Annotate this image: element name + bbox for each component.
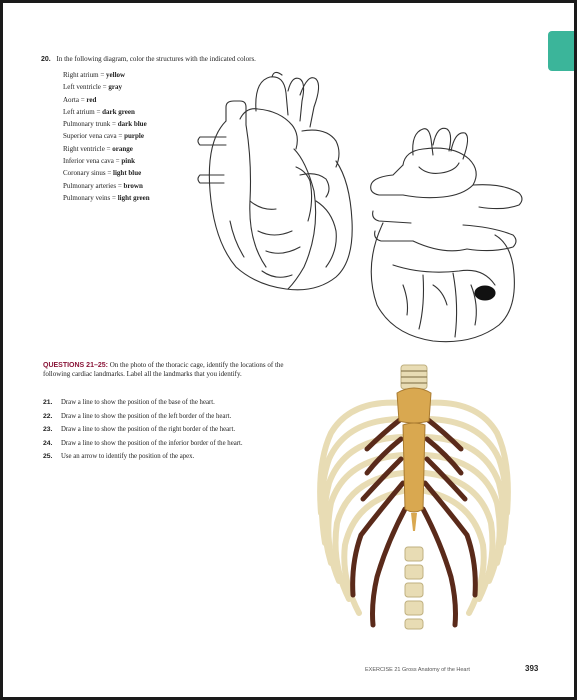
structure-name: Right atrium xyxy=(63,71,99,79)
question-text: Draw a line to show the position of the inferior border of the heart. xyxy=(61,439,243,447)
color-row: Right ventricle = orange xyxy=(63,144,133,153)
structure-name: Pulmonary veins xyxy=(63,193,111,202)
structure-name: Pulmonary arteries xyxy=(63,181,117,190)
workbook-page xyxy=(3,3,574,697)
color-row: Inferior vena cava = pink xyxy=(63,157,135,166)
color-row: Pulmonary arteries = brown xyxy=(63,181,143,190)
question-text: Draw a line to show the position of the base of the heart. xyxy=(61,399,215,406)
question-number: 21. xyxy=(43,399,53,406)
structure-color: dark green xyxy=(102,107,135,116)
thoracic-cage-photo xyxy=(311,363,517,631)
structure-name: Right ventricle xyxy=(63,144,105,153)
question-number: 24. xyxy=(43,439,53,447)
structure-name: Inferior vena cava xyxy=(63,157,114,166)
questions-instructions: On the photo of the thoracic cage, identify the locations of the following cardiac landmarks. Label all the landmarks that you identify. xyxy=(43,361,284,379)
question-text: Use an arrow to identify the position of the apex. xyxy=(61,453,195,461)
question-item xyxy=(43,399,293,408)
structure-color: purple xyxy=(124,132,144,141)
color-list xyxy=(63,69,150,204)
structure-name: Pulmonary trunk xyxy=(63,120,111,129)
section-tab xyxy=(548,31,574,71)
color-row: Aorta = red xyxy=(63,95,97,104)
color-row: Superior vena cava = purple xyxy=(63,132,144,141)
question-number: 22. xyxy=(43,412,53,420)
color-row: Pulmonary veins = light green xyxy=(63,193,150,202)
questions-heading xyxy=(43,361,293,379)
question-item xyxy=(43,426,293,435)
structure-color: light green xyxy=(117,193,150,202)
structure-color: red xyxy=(86,95,97,104)
heart-posterior-diagram xyxy=(363,115,525,347)
structure-color: pink xyxy=(121,157,135,166)
structure-color: yellow xyxy=(106,71,126,79)
structure-color: brown xyxy=(123,181,143,190)
page-footer: EXERCISE 21 Gross Anatomy of the Heart xyxy=(365,667,470,673)
structure-name: Left ventricle xyxy=(63,83,101,92)
question-20 xyxy=(41,55,256,63)
page-number: 393 xyxy=(525,664,539,673)
structure-color: dark blue xyxy=(117,120,147,129)
structure-name: Aorta xyxy=(63,95,79,104)
question-number: 23. xyxy=(43,426,53,434)
questions-label: QUESTIONS 21–25: xyxy=(43,362,108,369)
question-item xyxy=(43,440,293,449)
structure-name: Left atrium xyxy=(63,107,95,116)
question-item xyxy=(43,413,293,422)
question-text: In the following diagram, color the structures with the indicated colors. xyxy=(56,55,256,63)
color-row: Coronary sinus = light blue xyxy=(63,169,142,178)
structure-name: Superior vena cava xyxy=(63,132,117,141)
question-text: Draw a line to show the position of the left border of the heart. xyxy=(61,412,232,420)
color-row: Pulmonary trunk = dark blue xyxy=(63,120,147,129)
structure-name: Coronary sinus xyxy=(63,169,106,178)
question-number: 25. xyxy=(43,453,53,461)
color-row: Left atrium = dark green xyxy=(63,107,135,116)
heart-anterior-diagram xyxy=(196,71,354,299)
question-text: Draw a line to show the position of the right border of the heart. xyxy=(61,426,236,434)
question-list xyxy=(43,399,293,467)
color-row: Right atrium = yellow xyxy=(63,71,126,79)
structure-color: orange xyxy=(112,144,133,153)
structure-color: light blue xyxy=(113,169,142,178)
question-number: 20. xyxy=(41,56,51,63)
question-item xyxy=(43,453,293,462)
color-row: Left ventricle = gray xyxy=(63,83,122,92)
structure-color: gray xyxy=(108,83,122,92)
